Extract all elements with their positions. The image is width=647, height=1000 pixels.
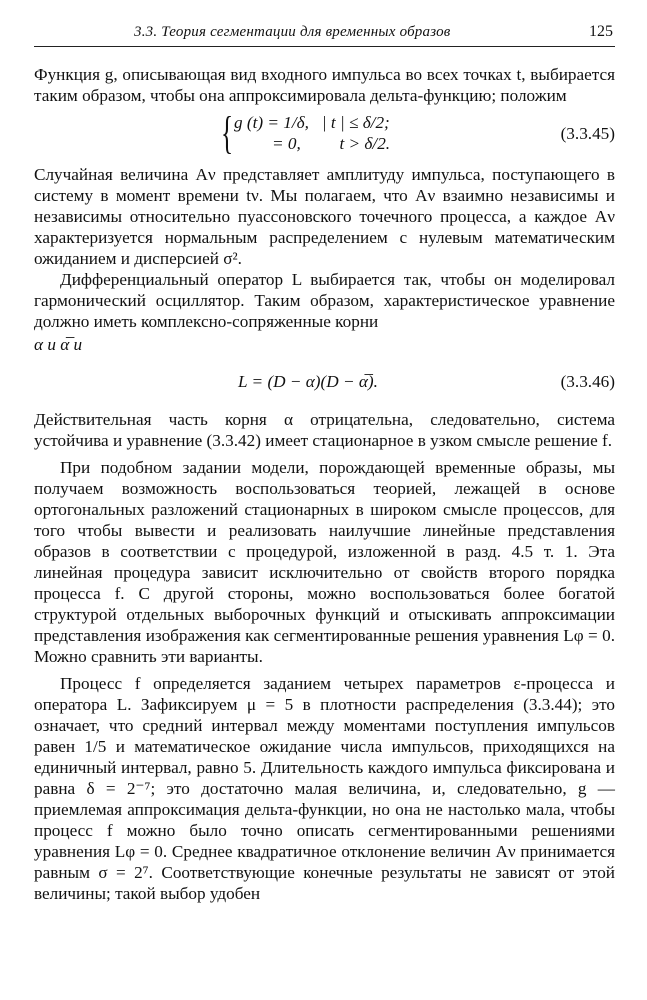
equation-number-3-3-46: (3.3.46): [560, 372, 615, 391]
page-body: [34, 64, 615, 904]
paragraph-1: Функция g, описывающая вид входного импульса во всех точках t, выбирается таким образом, чтобы она аппроксимировала дельта-функцию; положим: [34, 65, 615, 105]
running-head: [34, 22, 615, 48]
equation-3-3-45-line-1: g (t) = 1/δ, | t | ≤ δ/2;: [234, 113, 390, 132]
running-title: 3.3. Теория сегментации для временных образов: [134, 24, 451, 40]
equation-3-3-45-body: [220, 107, 391, 158]
paragraph-4: Действительная часть корня α отрицательна, следовательно, система устойчива и уравнение (3.3.42) имеет стационарное в узком смысле решение f.: [34, 410, 615, 450]
page-number: 125: [589, 23, 613, 40]
header-rule: [34, 46, 615, 47]
paragraph-3: Дифференциальный оператор L выбирается так, чтобы он моделировал гармонический осциллятор. Таким образом, характеристическое уравнение должно иметь комплексно-сопряженные корни: [34, 270, 615, 331]
equation-number-3-3-45: (3.3.45): [560, 124, 615, 143]
equation-3-3-45: [34, 107, 615, 158]
paragraph-3-roots: [34, 334, 615, 355]
paragraph-2: Случайная величина Aν представляет амплитуду импульса, поступающего в систему в момент времени tν. Мы полагаем, что Aν взаимно независимы и независимы относительно пуассоновского точечного процесса, а каждое Aν характеризуется нормальным распределением с нулевым математическим ожиданием и дисперсией σ².: [34, 165, 615, 268]
equation-3-3-46-body: [238, 371, 378, 392]
paragraph-5: При подобном задании модели, порождающей временные образы, мы получаем возможность воспользоваться теорией, лежащей в основе ортогональных разложений стационарных в широком смысле процессов, для того чтобы вывести и реализовать наилучшие линейные представления образов в соответствии с процедурой, изложенной в разд. 4.5 т. 1. Эта линейная процедура зависит исключительно от свойств второго порядка процесса f. С другой стороны, можно воспользоваться более богатой структурой отдельных выборочных функций и отыскивать аппроксимации представления изображения как сегментированные решения уравнения Lφ = 0. Можно сравнить эти варианты.: [34, 458, 615, 666]
equation-3-3-46-formula: L = (D − α)(D − α̅).: [238, 372, 378, 391]
paragraph-6: Процесс f определяется заданием четырех параметров ε-процесса и оператора L. Зафиксируем μ = 5 в плотности распределения (3.3.44); это означает, что средний интервал между моментами поступления импульсов равен 1/5 и математическое ожидание числа импульсов, приходящихся на единичный интервал, равно 5. Длительность каждого импульса фиксирована и равна δ = 2⁻⁷; это достаточно малая величина, и, следовательно, g — приемлемая аппроксимация дельта-функции, но она не настолько мала, чтобы процесс f можно было точно описать сегментированными решениями уравнения Lφ = 0. Среднее квадратичное отклонение величин Aν принимается равным σ = 2⁷. Соответствующие конечные результаты не зависят от этой величины; такой выбор удобен: [34, 674, 615, 903]
equation-3-3-46: [34, 365, 615, 399]
equation-3-3-45-line-2: = 0, t > δ/2.: [272, 134, 391, 153]
left-brace: {: [220, 107, 234, 158]
roots-text: α и α̅ и: [34, 335, 83, 354]
